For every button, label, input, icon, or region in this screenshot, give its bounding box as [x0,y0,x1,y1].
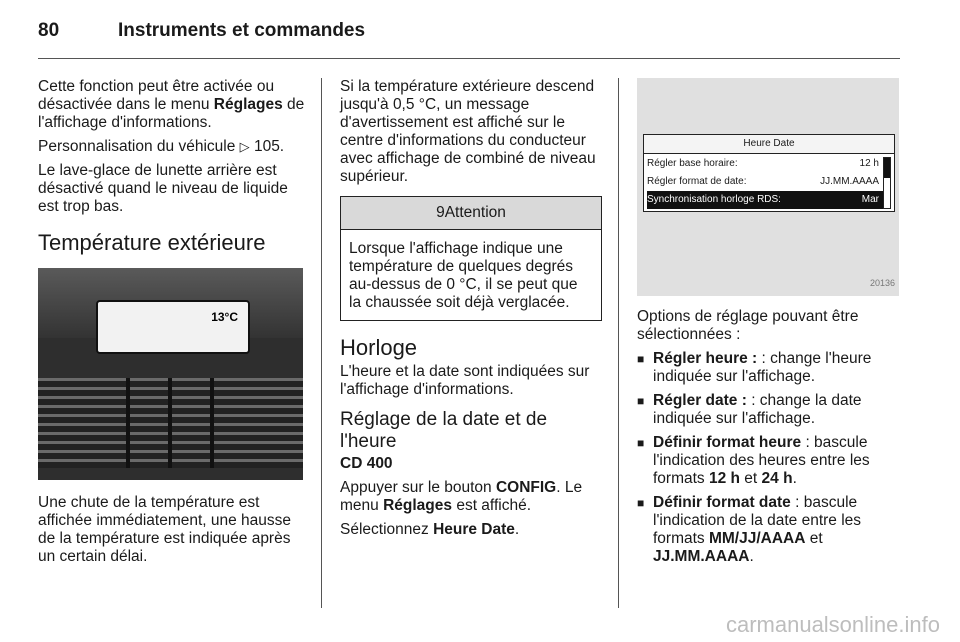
display-menu [643,134,895,212]
temperature-readout: 13°C [211,310,238,324]
column-left [38,78,306,572]
scrollbar-thumb [884,158,890,178]
vent-divider [168,378,172,468]
menu-name: Réglages [213,96,283,113]
display-illustration [637,78,899,296]
image-id: 20136 [869,278,895,288]
paragraph: L'heure et la date sont indiquées sur l'affichage d'informations. [340,363,590,398]
section-heading: Horloge [340,335,418,360]
list-item: ■ Définir format date : bascule l'indication de la date entre les formats MM/JJ/AAAA et JJ.MM.AAAA. [637,494,900,566]
paragraph: Si la température extérieure descend jusqu'à 0,5 °C, un message d'avertissement est affiché sur le centre d'informations du conducteur avec affichage de combiné de niveau supérieur. [340,78,596,185]
page-ref-icon: ▷ [239,139,250,154]
display-row-selected: Synchronisation horloge RDS: Mar [647,191,883,209]
attention-box [340,196,602,321]
vent-divider [210,378,214,468]
menu-name: Réglages [383,497,453,514]
menu-name: Heure Date [433,521,515,538]
paragraph: Personnalisation du véhicule ▷ 105. [38,138,285,155]
dashboard-photo [38,268,303,480]
paragraph: Cette fonction peut être activée ou désactivée dans le menu Réglages de l'affichage d'informations. [38,78,305,131]
display-screen [96,300,250,354]
list-item: ■ Définir format heure : bascule l'indication des heures entre les formats 12 h et 24 h. [637,434,900,488]
vent-divider [126,378,130,468]
display-scrollbar [883,157,891,209]
column-middle [340,78,602,545]
display-row: Régler base horaire: 12 h [647,158,879,169]
model-heading: CD 400 [340,455,393,472]
paragraph: Options de réglage pouvant être sélectionnées : [637,308,859,343]
section-heading: Température extérieure [38,230,266,255]
warning-icon: 9 [436,204,445,221]
display-row: Régler format de date: JJ.MM.AAAA [647,176,879,187]
display-title: Heure Date [644,135,894,154]
paragraph: Le lave-glace de lunette arrière est désactivé quand le niveau de liquide est trop bas. [38,162,288,215]
subsection-heading: Réglage de la date et de l'heure [340,409,548,452]
column-divider [321,78,322,608]
watermark: carmanualsonline.info [725,612,940,637]
page-number: 80 [38,20,60,41]
page-ref-link[interactable]: 105. [249,138,285,155]
options-list [637,350,900,566]
column-divider [618,78,619,608]
paragraph: Sélectionnez Heure Date. [340,521,520,538]
attention-body: Lorsque l'affichage indique une température de quelques degrés au-dessus de 0 °C, il se peut que la chaussée soit déjà verglacée. [349,240,578,311]
attention-header [341,197,601,230]
paragraph: Appuyer sur le bouton CONFIG. Le menu Réglages est affiché. [340,479,583,514]
page-title: Instruments et commandes [118,20,366,41]
attention-title: Attention [444,204,506,221]
button-name: CONFIG [495,479,557,496]
header-rule [38,58,900,59]
list-item: ■ Régler heure : : change l'heure indiquée sur l'affichage. [637,350,900,386]
page-header [0,0,960,60]
list-item: ■ Régler date : : change la date indiquée sur l'affichage. [637,392,900,428]
paragraph: Une chute de la température est affichée immédiatement, une hausse de la température est indiquée après un certain délai. [38,494,292,565]
column-right [637,78,900,572]
